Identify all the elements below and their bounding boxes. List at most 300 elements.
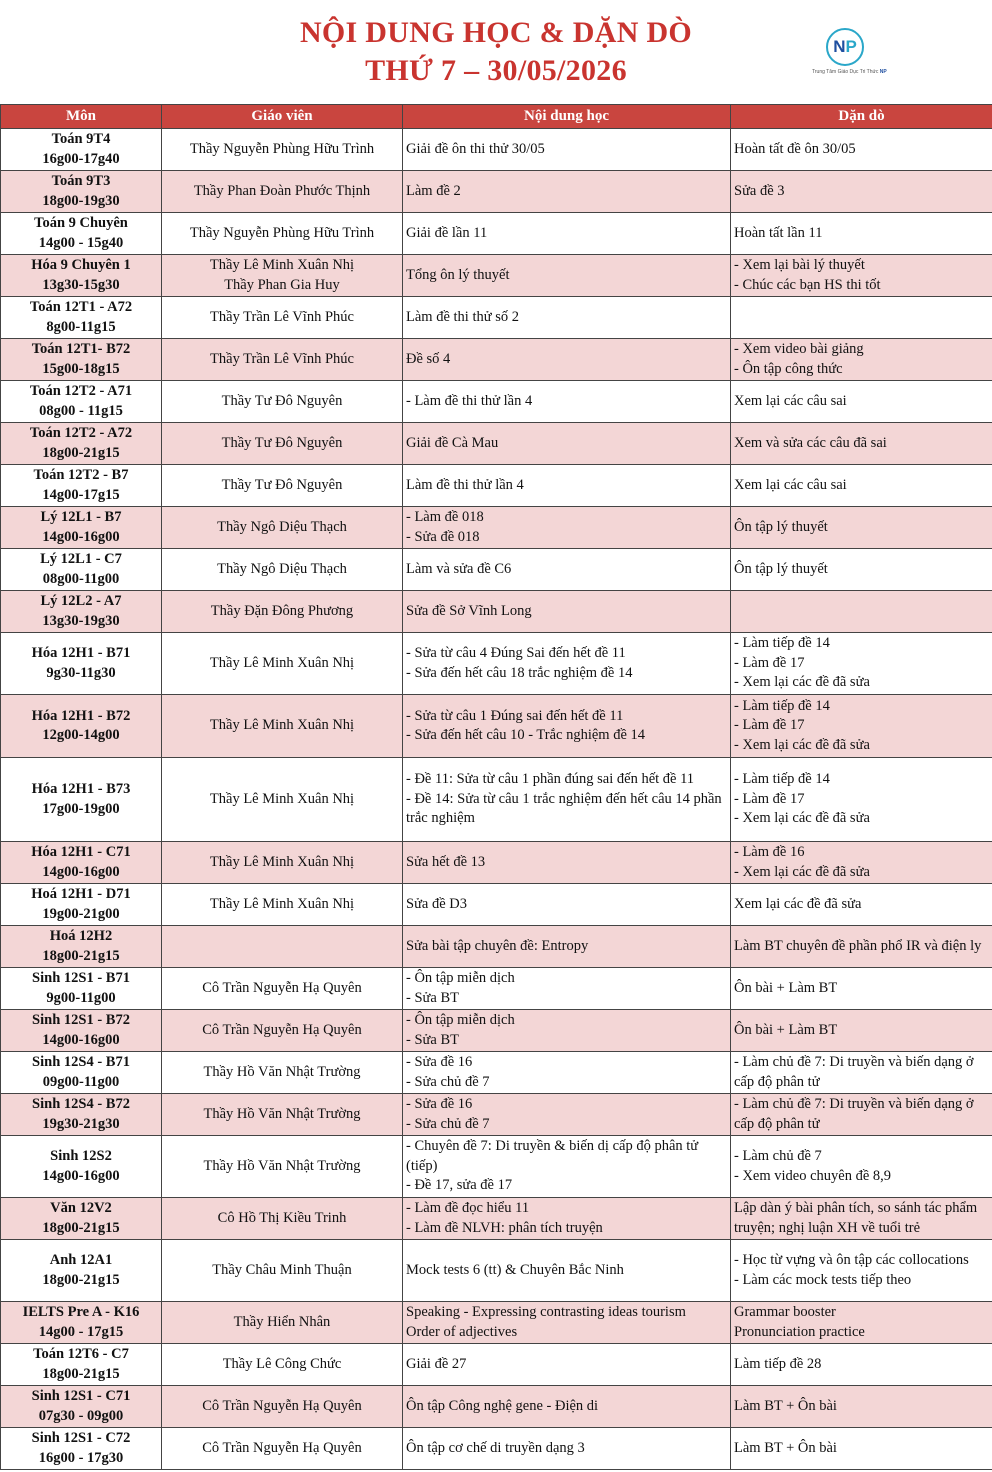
subject-cell-line: Sinh 12S1 - C71 xyxy=(31,1388,131,1404)
notes-cell xyxy=(731,129,992,171)
notes-cell xyxy=(731,381,992,423)
np-logo xyxy=(812,28,887,82)
notes-cell xyxy=(731,1198,992,1240)
teacher-cell xyxy=(162,255,403,297)
content-cell xyxy=(403,213,731,255)
content-cell-line: - Ôn tập miễn dịch xyxy=(406,1012,515,1028)
notes-cell-line: - Xem lại các đề đã sửa xyxy=(734,863,870,880)
subject-cell xyxy=(1,171,162,213)
notes-cell xyxy=(731,1428,992,1470)
subject-cell-line: Toán 9T3 xyxy=(51,173,111,189)
table-row xyxy=(1,695,992,758)
subject-cell-line: Hoá 12H2 xyxy=(49,928,113,944)
notes-cell xyxy=(731,1302,992,1344)
content-cell-line: - Sửa đến hết câu 10 - Trắc nghiệm đề 14 xyxy=(406,727,646,743)
subject-cell-line: 13g30-19g30 xyxy=(42,612,120,629)
teacher-cell xyxy=(162,339,403,381)
table-row xyxy=(1,1344,992,1386)
subject-cell xyxy=(1,1344,162,1386)
content-cell xyxy=(403,1198,731,1240)
subject-cell xyxy=(1,1302,162,1344)
subject-cell-line: 18g00-19g30 xyxy=(42,192,120,209)
notes-cell xyxy=(731,1240,992,1302)
teacher-cell-line: Thầy Đặn Đông Phương xyxy=(210,602,354,619)
notes-cell xyxy=(731,1344,992,1386)
teacher-cell-line: Thầy Lê Minh Xuân Nhị xyxy=(209,853,355,870)
teacher-cell-line: Thầy Phan Gia Huy xyxy=(224,276,340,293)
content-cell xyxy=(403,297,731,339)
teacher-cell xyxy=(162,129,403,171)
teacher-cell-line: Thầy Nguyễn Phùng Hữu Trình xyxy=(189,140,375,157)
notes-cell xyxy=(731,1136,992,1198)
content-cell-line: - Sửa chủ đề 7 xyxy=(406,1115,490,1132)
content-cell xyxy=(403,758,731,842)
subject-cell xyxy=(1,884,162,926)
content-cell xyxy=(403,842,731,884)
notes-cell xyxy=(731,591,992,633)
notes-cell-line: - Xem video chuyên đề 8,9 xyxy=(734,1167,892,1184)
subject-cell-line: 14g00-16g00 xyxy=(42,1167,120,1184)
subject-cell-line: 19g00-21g00 xyxy=(42,905,120,922)
notes-cell-line: - Làm chủ đề 7 xyxy=(734,1148,822,1164)
subject-cell-line: 18g00-21g15 xyxy=(42,444,120,461)
table-row xyxy=(1,1136,992,1198)
teacher-cell xyxy=(162,1428,403,1470)
content-cell xyxy=(403,129,731,171)
notes-cell-line: - Chúc các bạn HS thi tốt xyxy=(734,276,881,293)
teacher-cell xyxy=(162,297,403,339)
table-row xyxy=(1,1240,992,1302)
logo-caption-text: Trung Tâm Giáo Dục Tri Thức xyxy=(812,69,879,75)
teacher-cell-line: Cô Trần Nguyễn Hạ Quyên xyxy=(202,1021,362,1038)
notes-cell xyxy=(731,297,992,339)
content-cell-line: Sửa đề Sở Vĩnh Long xyxy=(406,602,532,619)
teacher-cell-line: Thầy Tư Đô Nguyên xyxy=(221,392,343,409)
table-row xyxy=(1,339,992,381)
notes-cell-line: Ôn tập lý thuyết xyxy=(734,518,828,535)
subject-cell xyxy=(1,1198,162,1240)
subject-cell-line: Văn 12V2 xyxy=(50,1200,112,1216)
teacher-cell-line: Thầy Hồ Văn Nhật Trường xyxy=(203,1105,361,1122)
content-cell xyxy=(403,339,731,381)
content-cell-line: - Sửa đề 16 xyxy=(406,1054,473,1070)
teacher-cell xyxy=(162,884,403,926)
subject-cell xyxy=(1,213,162,255)
subject-cell xyxy=(1,842,162,884)
subject-cell xyxy=(1,926,162,968)
subject-cell-line: 14g00-16g00 xyxy=(42,1031,120,1048)
teacher-cell xyxy=(162,1052,403,1094)
table-row xyxy=(1,633,992,695)
column-header-content: Nội dung học xyxy=(403,105,731,129)
subject-cell-line: 07g30 - 09g00 xyxy=(38,1407,124,1424)
table-row xyxy=(1,591,992,633)
notes-cell-line: - Làm đề 17 xyxy=(734,654,805,671)
content-cell xyxy=(403,591,731,633)
notes-cell-line: - Làm các mock tests tiếp theo xyxy=(734,1271,912,1288)
content-cell xyxy=(403,465,731,507)
subject-cell xyxy=(1,591,162,633)
content-cell-line: Giải đề ôn thi thử 30/05 xyxy=(406,140,545,157)
notes-cell xyxy=(731,1010,992,1052)
subject-cell xyxy=(1,1240,162,1302)
notes-cell xyxy=(731,339,992,381)
table-row xyxy=(1,1010,992,1052)
teacher-cell xyxy=(162,1344,403,1386)
content-cell-line: - Làm đề NLVH: phân tích truyện xyxy=(406,1219,603,1236)
notes-cell-line: Hoàn tất đề ôn 30/05 xyxy=(734,140,856,157)
logo-letter-p: P xyxy=(845,37,857,56)
content-cell-line: - Sửa đề 16 xyxy=(406,1096,473,1112)
notes-cell xyxy=(731,633,992,695)
notes-cell xyxy=(731,465,992,507)
subject-cell-line: Sinh 12S1 - C72 xyxy=(31,1430,131,1446)
teacher-cell-line: Thầy Hồ Văn Nhật Trường xyxy=(203,1157,361,1174)
subject-cell-line: Toán 12T1 - A72 xyxy=(29,299,133,315)
subject-cell xyxy=(1,1010,162,1052)
content-cell xyxy=(403,884,731,926)
table-row xyxy=(1,758,992,842)
content-cell xyxy=(403,255,731,297)
subject-cell-line: 14g00-16g00 xyxy=(42,863,120,880)
notes-cell xyxy=(731,926,992,968)
subject-cell-line: 14g00-17g15 xyxy=(42,486,120,503)
teacher-cell xyxy=(162,926,403,968)
subject-cell xyxy=(1,381,162,423)
table-body xyxy=(1,129,992,1470)
content-cell xyxy=(403,1010,731,1052)
content-cell-line: - Đề 17, sửa đề 17 xyxy=(406,1177,513,1194)
subject-cell-line: Toán 9 Chuyên xyxy=(34,215,128,231)
content-cell-line: - Sửa từ câu 4 Đúng Sai đến hết đề 11 xyxy=(406,645,626,661)
content-cell-line: Giải đề lần 11 xyxy=(406,224,488,241)
notes-cell-line: - Xem lại các đề đã sửa xyxy=(734,810,870,827)
content-cell xyxy=(403,1094,731,1136)
content-cell xyxy=(403,423,731,465)
teacher-cell xyxy=(162,1386,403,1428)
notes-cell-line: Lập dàn ý bài phân tích, so sánh tác phẩm truyện; nghị luận XH về tuổi trẻ xyxy=(734,1200,978,1236)
title-line-2: THỨ 7 – 30/05/2026 xyxy=(365,54,627,87)
subject-cell-line: Hóa 12H1 - B73 xyxy=(31,781,131,797)
table-row xyxy=(1,1094,992,1136)
teacher-cell xyxy=(162,171,403,213)
notes-cell-line: - Xem lại các đề đã sửa xyxy=(734,736,870,753)
subject-cell xyxy=(1,1094,162,1136)
subject-cell-line: Toán 12T6 - C7 xyxy=(33,1346,129,1362)
subject-cell-line: Sinh 12S4 - B71 xyxy=(32,1054,130,1070)
subject-cell-line: 17g00-19g00 xyxy=(42,800,120,817)
subject-cell-line: 9g30-11g30 xyxy=(46,664,116,681)
content-cell-line: Speaking - Expressing contrasting ideas tourism xyxy=(406,1304,686,1320)
content-cell-line: - Chuyên đề 7: Di truyền & biến dị cấp độ phân tử (tiếp) xyxy=(406,1138,699,1174)
teacher-cell xyxy=(162,1240,403,1302)
notes-cell xyxy=(731,842,992,884)
notes-cell-line: Làm BT + Ôn bài xyxy=(734,1439,837,1456)
table-row xyxy=(1,213,992,255)
logo-mark xyxy=(826,28,864,66)
table-row xyxy=(1,1428,992,1470)
subject-cell-line: Sinh 12S2 xyxy=(50,1148,112,1164)
table-row xyxy=(1,255,992,297)
notes-cell xyxy=(731,549,992,591)
subject-cell-line: 09g00-11g00 xyxy=(42,1073,120,1090)
subject-cell xyxy=(1,423,162,465)
subject-cell xyxy=(1,507,162,549)
teacher-cell xyxy=(162,507,403,549)
notes-cell xyxy=(731,1094,992,1136)
table-row xyxy=(1,968,992,1010)
teacher-cell xyxy=(162,1302,403,1344)
subject-cell xyxy=(1,549,162,591)
subject-cell-line: 16g00 - 17g30 xyxy=(38,1449,124,1466)
teacher-cell-line: Thầy Hiển Nhân xyxy=(233,1313,331,1330)
content-cell-line: - Sửa BT xyxy=(406,989,459,1006)
subject-cell-line: 08g00 - 11g15 xyxy=(39,402,123,419)
table-row xyxy=(1,465,992,507)
teacher-cell xyxy=(162,1136,403,1198)
subject-cell-line: Toán 12T2 - A71 xyxy=(29,383,133,399)
content-cell-line: Làm và sửa đề C6 xyxy=(406,560,512,577)
teacher-cell-line: Thầy Lê Minh Xuân Nhị xyxy=(209,790,355,807)
content-cell-line: Ôn tập cơ chế di truyền dạng 3 xyxy=(406,1439,585,1456)
teacher-cell-line: Thầy Hồ Văn Nhật Trường xyxy=(203,1063,361,1080)
content-cell-line: - Ôn tập miễn dịch xyxy=(406,970,515,986)
teacher-cell xyxy=(162,591,403,633)
subject-cell xyxy=(1,758,162,842)
content-cell-line: Sửa hết đề 13 xyxy=(406,853,486,870)
content-cell xyxy=(403,171,731,213)
content-cell-line: - Đề 11: Sửa từ câu 1 phần đúng sai đến hết đề 11 xyxy=(406,771,695,788)
table-row xyxy=(1,926,992,968)
teacher-cell xyxy=(162,842,403,884)
notes-cell-line: Pronunciation practice xyxy=(734,1323,865,1340)
subject-cell-line: 18g00-21g15 xyxy=(42,1271,120,1288)
notes-cell-line: - Làm tiếp đề 14 xyxy=(734,771,830,788)
notes-cell-line: - Làm chủ đề 7: Di truyền và biến dạng ở cấp độ phân tử xyxy=(734,1054,974,1090)
notes-cell-line: Làm tiếp đề 28 xyxy=(734,1355,822,1372)
notes-cell xyxy=(731,968,992,1010)
notes-cell-line: Xem lại các câu sai xyxy=(734,392,847,409)
subject-cell xyxy=(1,968,162,1010)
notes-cell-line: - Làm chủ đề 7: Di truyền và biến dạng ở cấp độ phân tử xyxy=(734,1096,974,1132)
content-cell-line: - Sửa đề 018 xyxy=(406,528,480,545)
notes-cell-line: Làm BT + Ôn bài xyxy=(734,1397,837,1414)
content-cell xyxy=(403,1136,731,1198)
teacher-cell-line: Thầy Ngô Diệu Thạch xyxy=(217,560,347,577)
content-cell xyxy=(403,1052,731,1094)
notes-cell-line: Xem lại các đề đã sửa xyxy=(734,895,862,912)
table-row xyxy=(1,129,992,171)
logo-caption xyxy=(812,69,887,75)
notes-cell xyxy=(731,255,992,297)
teacher-cell-line: Thầy Châu Minh Thuận xyxy=(212,1261,352,1278)
teacher-cell-line: Thầy Nguyễn Phùng Hữu Trình xyxy=(189,224,375,241)
subject-cell-line: Toán 12T2 - A72 xyxy=(29,425,133,441)
teacher-cell-line: Cô Trần Nguyễn Hạ Quyên xyxy=(202,979,362,996)
teacher-cell-line: Thầy Tư Đô Nguyên xyxy=(221,476,343,493)
teacher-cell-line: Thầy Trần Lê Vĩnh Phúc xyxy=(210,350,354,367)
content-cell xyxy=(403,968,731,1010)
content-cell xyxy=(403,1428,731,1470)
content-cell xyxy=(403,1386,731,1428)
notes-cell-line: Ôn bài + Làm BT xyxy=(734,1021,838,1038)
notes-cell-line: - Xem video bài giảng xyxy=(734,341,864,357)
table-row xyxy=(1,884,992,926)
teacher-cell-line: Thầy Trần Lê Vĩnh Phúc xyxy=(210,308,354,325)
teacher-cell xyxy=(162,968,403,1010)
subject-cell-line: 18g00-21g15 xyxy=(42,1365,120,1382)
subject-cell-line: Lý 12L2 - A7 xyxy=(40,593,122,609)
subject-cell-line: 12g00-14g00 xyxy=(42,727,120,743)
teacher-cell-line: Thầy Lê Minh Xuân Nhị xyxy=(209,895,355,912)
subject-cell-line: Hóa 9 Chuyên 1 xyxy=(31,257,131,273)
content-cell xyxy=(403,1240,731,1302)
content-cell-line: - Sửa BT xyxy=(406,1031,459,1048)
teacher-cell-line: Thầy Lê Minh Xuân Nhị xyxy=(209,654,355,671)
subject-cell-line: Sinh 12S1 - B71 xyxy=(32,970,130,986)
content-cell xyxy=(403,549,731,591)
notes-cell-line: Ôn tập lý thuyết xyxy=(734,560,828,577)
notes-cell-line: Ôn bài + Làm BT xyxy=(734,979,838,996)
teacher-cell xyxy=(162,1010,403,1052)
subject-cell xyxy=(1,1052,162,1094)
subject-cell-line: 13g30-15g30 xyxy=(42,276,120,293)
subject-cell-line: 14g00 - 17g15 xyxy=(38,1323,124,1340)
content-cell-line: Order of adjectives xyxy=(406,1323,518,1340)
notes-cell-line: - Học từ vựng và ôn tập các collocations xyxy=(734,1252,969,1268)
content-cell-line: Làm đề 2 xyxy=(406,182,461,199)
notes-cell xyxy=(731,1052,992,1094)
teacher-cell-line: Cô Trần Nguyễn Hạ Quyên xyxy=(202,1397,362,1414)
table-row xyxy=(1,1302,992,1344)
subject-cell xyxy=(1,255,162,297)
content-cell-line: Đề số 4 xyxy=(406,350,451,367)
notes-cell-line: Xem lại các câu sai xyxy=(734,476,847,493)
notes-cell xyxy=(731,213,992,255)
content-cell xyxy=(403,926,731,968)
content-cell-line: Sửa đề D3 xyxy=(406,895,468,912)
notes-cell xyxy=(731,758,992,842)
content-cell-line: Giải đề 27 xyxy=(406,1355,467,1372)
subject-cell xyxy=(1,1386,162,1428)
table-row xyxy=(1,381,992,423)
teacher-cell xyxy=(162,423,403,465)
table-row xyxy=(1,842,992,884)
content-cell-line: Tổng ôn lý thuyết xyxy=(406,266,510,283)
subject-cell-line: Toán 9T4 xyxy=(51,131,111,147)
table-header-row xyxy=(1,105,992,129)
table-row xyxy=(1,507,992,549)
subject-cell-line: Hóa 12H1 - B71 xyxy=(31,645,131,661)
notes-cell-line: - Làm tiếp đề 14 xyxy=(734,697,830,714)
teacher-cell-line: Cô Hồ Thị Kiều Trinh xyxy=(217,1209,347,1226)
subject-cell-line: 8g00-11g15 xyxy=(46,318,116,335)
subject-cell xyxy=(1,339,162,381)
table-row xyxy=(1,1052,992,1094)
table-row xyxy=(1,171,992,213)
content-cell xyxy=(403,695,731,758)
table-row xyxy=(1,423,992,465)
title-line-1: NỘI DUNG HỌC & DẶN DÒ xyxy=(299,16,693,49)
subject-cell-line: Hóa 12H1 - B72 xyxy=(31,707,131,724)
subject-cell-line: 15g00-18g15 xyxy=(42,360,120,377)
column-header-teacher: Giáo viên xyxy=(162,105,403,129)
notes-cell-line: - Xem lại các đề đã sửa xyxy=(734,674,870,691)
content-cell-line: - Đề 14: Sửa từ câu 1 trắc nghiệm đến hết câu 14 phần trắc nghiệm xyxy=(406,790,722,827)
subject-cell xyxy=(1,465,162,507)
teacher-cell-line: Thầy Lê Công Chức xyxy=(222,1355,342,1372)
notes-cell xyxy=(731,695,992,758)
content-cell-line: - Sửa đến hết câu 18 trắc nghiệm đề 14 xyxy=(406,664,633,681)
subject-cell-line: Sinh 12S1 - B72 xyxy=(32,1012,130,1028)
subject-cell-line: 9g00-11g00 xyxy=(46,989,116,1006)
subject-cell-line: 14g00-16g00 xyxy=(42,528,120,545)
table-row xyxy=(1,297,992,339)
content-cell-line: - Làm đề 018 xyxy=(406,509,484,525)
content-cell xyxy=(403,507,731,549)
subject-cell-line: 18g00-21g15 xyxy=(42,947,120,964)
subject-cell-line: IELTS Pre A - K16 xyxy=(22,1304,140,1320)
teacher-cell xyxy=(162,381,403,423)
subject-cell-line: 19g30-21g30 xyxy=(42,1115,120,1132)
notes-cell-line: Hoàn tất lần 11 xyxy=(734,224,823,241)
content-cell-line: Làm đề thi thử lần 4 xyxy=(406,476,524,493)
content-cell-line: - Làm đề đọc hiểu 11 xyxy=(406,1200,530,1216)
subject-cell xyxy=(1,633,162,695)
teacher-cell xyxy=(162,465,403,507)
subject-cell-line: 16g00-17g40 xyxy=(42,150,120,167)
teacher-cell xyxy=(162,1198,403,1240)
teacher-cell-line: Thầy Lê Minh Xuân Nhị xyxy=(209,717,355,734)
notes-cell-line: Sửa đề 3 xyxy=(734,182,785,199)
notes-cell-line: Làm BT chuyên đề phần phổ IR và điện ly xyxy=(734,937,982,954)
logo-caption-brand: NP xyxy=(879,69,887,75)
subject-cell-line: Sinh 12S4 - B72 xyxy=(32,1096,130,1112)
notes-cell-line: - Làm đề 17 xyxy=(734,717,805,734)
content-cell-line: Sửa bài tập chuyên đề: Entropy xyxy=(406,937,589,954)
content-cell xyxy=(403,1344,731,1386)
teacher-cell xyxy=(162,758,403,842)
subject-cell-line: 14g00 - 15g40 xyxy=(38,234,124,251)
subject-cell xyxy=(1,297,162,339)
teacher-cell-line: Thầy Ngô Diệu Thạch xyxy=(217,518,347,535)
teacher-cell-line: Thầy Tư Đô Nguyên xyxy=(221,434,343,451)
notes-cell xyxy=(731,423,992,465)
subject-cell xyxy=(1,1428,162,1470)
subject-cell xyxy=(1,129,162,171)
content-cell xyxy=(403,381,731,423)
notes-cell xyxy=(731,507,992,549)
subject-cell xyxy=(1,695,162,758)
notes-cell xyxy=(731,1386,992,1428)
content-cell-line: - Sửa chủ đề 7 xyxy=(406,1073,490,1090)
teacher-cell-line: Cô Trần Nguyễn Hạ Quyên xyxy=(202,1439,362,1456)
notes-cell-line: - Làm tiếp đề 14 xyxy=(734,635,830,652)
teacher-cell xyxy=(162,213,403,255)
content-cell-line: - Làm đề thi thử lần 4 xyxy=(406,392,533,409)
content-cell-line: - Sửa từ câu 1 Đúng sai đến hết đề 11 xyxy=(406,707,624,724)
teacher-cell-line: Thầy Phan Đoàn Phước Thịnh xyxy=(193,182,371,199)
table-row xyxy=(1,549,992,591)
teacher-cell xyxy=(162,1094,403,1136)
subject-cell-line: Hoá 12H1 - D71 xyxy=(31,886,131,902)
subject-cell-line: 18g00-21g15 xyxy=(42,1219,120,1236)
subject-cell-line: 08g00-11g00 xyxy=(42,570,120,587)
content-cell-line: Làm đề thi thử số 2 xyxy=(406,308,519,325)
column-header-subject: Môn xyxy=(1,105,162,129)
subject-cell-line: Lý 12L1 - B7 xyxy=(40,509,122,525)
notes-cell-line: - Xem lại bài lý thuyết xyxy=(734,257,865,273)
